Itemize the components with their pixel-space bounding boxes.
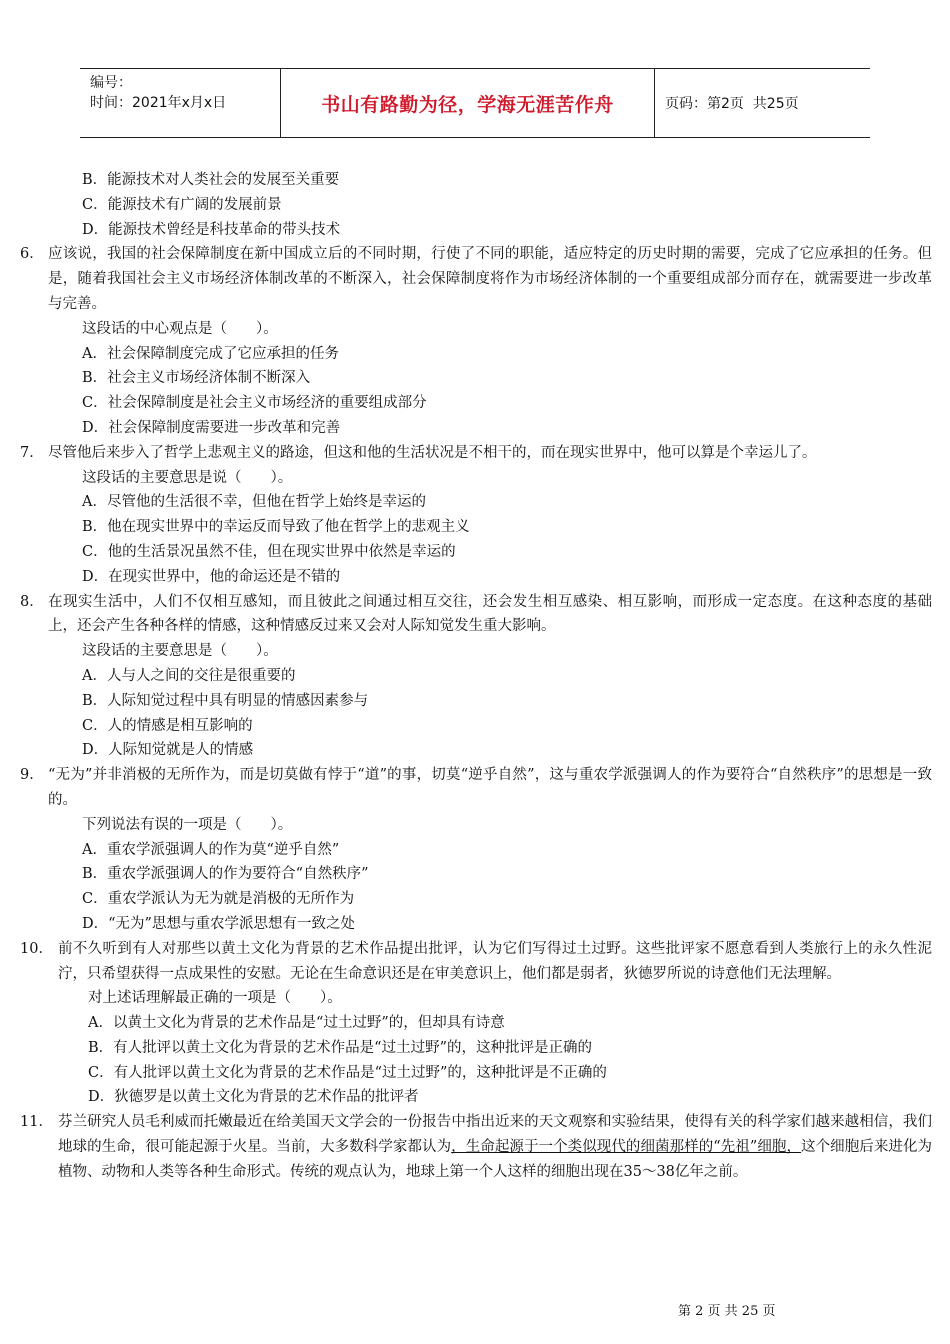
header-page-info xyxy=(655,69,870,137)
question-text: 应该说，我国的社会保障制度在新中国成立后的不同时期，行使了不同的职能，适应特定的历史时期的需要，完成了它应承担的任务。但是，随着我国社会主义市场经济体制改革的不断深入，社会保障制度将作为市场经济体制的一个重要组成部分而存在，就需要进一步改革与完善。 xyxy=(48,246,932,312)
option-line: C．能源技术有广阔的发展前景 xyxy=(82,196,282,213)
question-prompt: 这段话的主要意思是说（ ）。 xyxy=(82,469,293,486)
option-line: B．人际知觉过程中具有明显的情感因素参与 xyxy=(82,692,369,709)
option-line: D．能源技术曾经是科技革命的带头技术 xyxy=(82,221,341,238)
question-text: “无为”并非消极的无所作为，而是切莫做有悖于“道”的事，切莫“逆乎自然”，这与重农学派强调人的作为要符合“自然秩序”的思想是一致的。 xyxy=(48,767,932,808)
option-line: C．人的情感是相互影响的 xyxy=(82,717,253,734)
option-line: C．社会保障制度是社会主义市场经济的重要组成部分 xyxy=(82,395,427,412)
question-text: 在现实生活中，人们不仅相互感知，而且彼此之间通过相互交往，还会发生相互感染、相互影响，而形成一定态度。在这种态度的基础上，还会产生各种各样的情感，这种情感反过来又会对人际知觉发生重大影响。 xyxy=(48,593,932,635)
question-text xyxy=(58,1110,932,1184)
question-number: 9． xyxy=(20,767,44,784)
header-page-text: 页码：第2页 共25页 xyxy=(665,96,799,112)
question-7 xyxy=(20,441,932,466)
question-number: 10． xyxy=(20,940,53,957)
question-prompt: 下列说法有误的一项是（ ）。 xyxy=(82,816,293,833)
question-prompt: 对上述话理解最正确的一项是（ ）。 xyxy=(88,990,342,1007)
question-9 xyxy=(20,763,932,813)
option-line: A．以黄土文化为背景的艺术作品是“过土过野”的，但却具有诗意 xyxy=(88,1015,505,1032)
underlined-text: ，生命起源于一个类似现代的细菌那样的“先祖”细胞， xyxy=(451,1139,802,1156)
option-line: B．社会主义市场经济体制不断深入 xyxy=(82,370,311,387)
option-line: B．能源技术对人类社会的发展至关重要 xyxy=(82,172,340,188)
question-prompt: 这段话的主要意思是（ ）。 xyxy=(82,643,278,660)
question-8 xyxy=(20,590,932,640)
question-text: 前不久听到有人对那些以黄土文化为背景的艺术作品提出批评，认为它们写得过土过野。这些批评家不愿意看到人类旅行上的永久性泥泞，只希望获得一点成果性的安慰。无论在生命意识还是在审美意识上，他们都是弱者，狄德罗所说的诗意他们无法理解。 xyxy=(58,940,932,982)
header-id-label: 编号： xyxy=(90,75,132,91)
option-line: A．人与人之间的交往是很重要的 xyxy=(82,667,296,684)
question-6 xyxy=(20,242,932,316)
header-time-label: 时间：2021年x月x日 xyxy=(90,95,227,111)
question-text: 尽管他后来步入了哲学上悲观主义的路途，但这和他的生活状况是不相干的，而在现实世界中，他可以算是个幸运儿了。 xyxy=(48,444,817,461)
option-line: D．社会保障制度需要进一步改革和完善 xyxy=(82,419,341,436)
question-text-part: 这个细胞后来进化为植物、动物和人类等各种生命形式。传统的观点认为，地球上第一个人这样的细胞出现在35～38亿年之前。 xyxy=(58,1139,933,1180)
question-11 xyxy=(20,1110,932,1184)
option-line: D．人际知觉就是人的情感 xyxy=(82,742,254,759)
option-line: B．他在现实世界中的幸运反而导致了他在哲学上的悲观主义 xyxy=(82,519,470,536)
question-10 xyxy=(20,937,932,987)
option-line: A．尽管他的生活很不幸，但他在哲学上始终是幸运的 xyxy=(82,494,426,511)
option-line: D．在现实世界中，他的命运还是不错的 xyxy=(82,568,341,585)
question-number: 6． xyxy=(20,246,44,263)
option-line: A．社会保障制度完成了它应承担的任务 xyxy=(82,345,339,362)
option-line: B．有人批评以黄土文化为背景的艺术作品是“过土过野”的，这种批评是正确的 xyxy=(88,1039,592,1056)
option-line: C．重农学派认为无为就是消极的无所作为 xyxy=(82,891,355,908)
question-number: 11． xyxy=(20,1114,53,1131)
option-line: D．狄德罗是以黄土文化为背景的艺术作品的批评者 xyxy=(88,1089,419,1106)
header-meta xyxy=(80,69,281,137)
document-body xyxy=(20,168,932,1185)
option-line: B．重农学派强调人的作为要符合“自然秩序” xyxy=(82,866,369,883)
question-number: 8． xyxy=(20,593,44,610)
footer-page-number: 第 2 页 共 25 页 xyxy=(678,1304,776,1319)
option-line: D．“无为”思想与重农学派思想有一致之处 xyxy=(82,915,355,932)
question-number: 7． xyxy=(20,444,44,461)
question-text-part: 芬兰研究人员毛利威而托嫩最近在给美国天文学会的一份报告中指出近来的天文观察和实验结果，使得有关的科学家们越来越相信，我们地球的生命，很可能起源于火星。当前，大多数科学家都认为 xyxy=(58,1114,932,1156)
question-prompt: 这段话的中心观点是（ ）。 xyxy=(82,320,278,337)
option-line: C．他的生活景况虽然不佳，但在现实世界中依然是幸运的 xyxy=(82,543,456,560)
page-header xyxy=(80,68,870,138)
header-motto: 书山有路勤为径，学海无涯苦作舟 xyxy=(281,69,655,137)
option-line: A．重农学派强调人的作为莫“逆乎自然” xyxy=(82,841,340,858)
option-line: C．有人批评以黄土文化为背景的艺术作品是“过土过野”的，这种批评是不正确的 xyxy=(88,1064,607,1081)
